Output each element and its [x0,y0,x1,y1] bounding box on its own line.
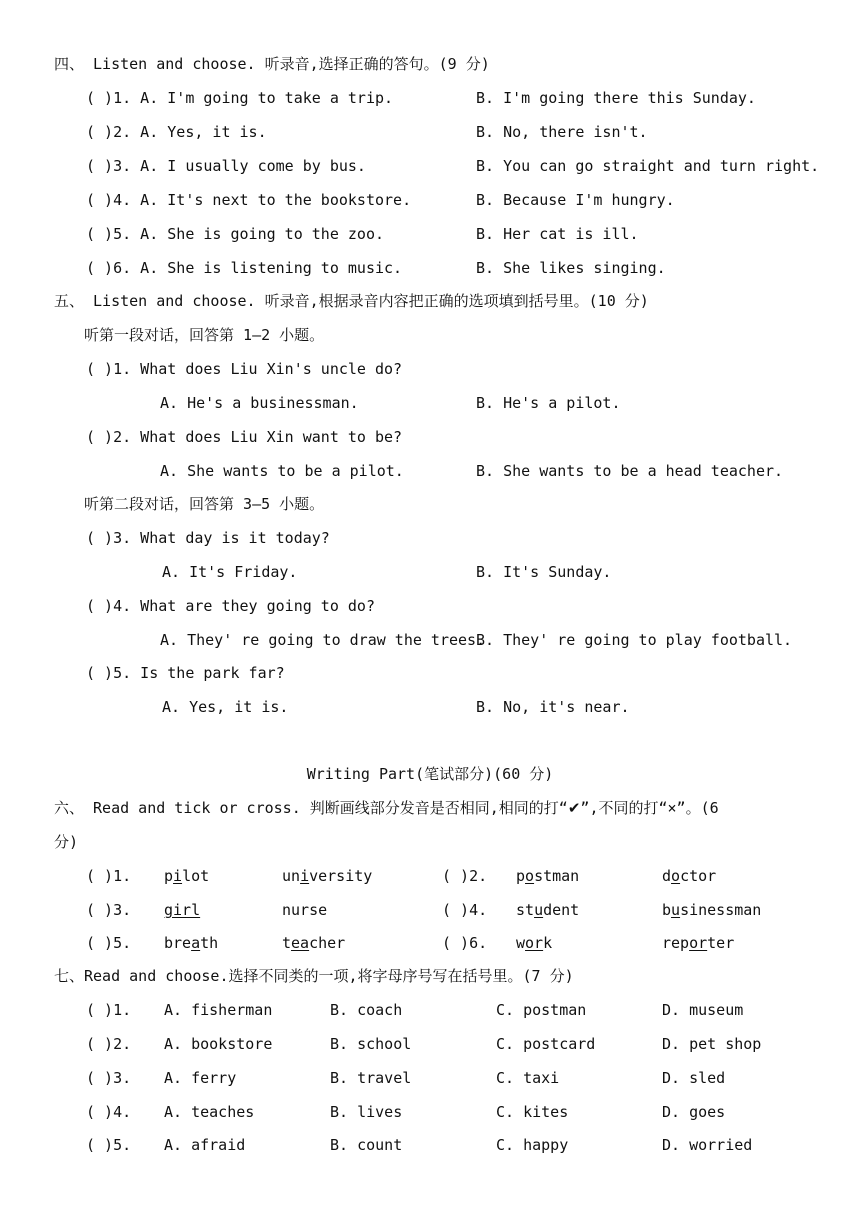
s4-q5-a: ( )5. A. She is going to the zoo. [86,225,385,243]
s7-q2-a: A. bookstore [164,1035,273,1053]
s7-q1-c: C. postman [496,1001,587,1019]
s7-q1-b: B. coach [330,1001,403,1019]
s5-q2-b: B. She wants to be a head teacher. [476,462,784,480]
s4-q2-b: B. No, there isn't. [476,123,648,141]
section7-title: 七、Read and choose.选择不同类的一项,将字母序号写在括号里。(7 分) [54,967,574,985]
s4-q5-b: B. Her cat is ill. [476,225,639,243]
s5-q5-b: B. No, it's near. [476,698,630,716]
section4-title: 四、 Listen and choose. 听录音,选择正确的答句。(9 分) [54,55,490,73]
s6-q3-word2: nurse [282,901,328,919]
section5-title: 五、 Listen and choose. 听录音,根据录音内容把正确的选项填到括号里。(10 分) [54,292,649,310]
s5-q1-a: A. He's a businessman. [160,394,359,412]
s7-q3-a: A. ferry [164,1069,237,1087]
s7-q5-d: D. worried [662,1136,753,1154]
s4-q1-b: B. I'm going there this Sunday. [476,89,756,107]
s7-q5-num: ( )5. [86,1136,132,1154]
s7-q1-num: ( )1. [86,1001,132,1019]
s6-q4-word2: businessman [662,901,762,919]
s6-q5-num: ( )5. [86,934,132,952]
dialog1-instruction: 听第一段对话，回答第 1—2 小题。 [84,326,325,344]
s7-q5-c: C. happy [496,1136,569,1154]
s6-q4-num: ( )4. [442,901,488,919]
s6-q1-word2: university [282,867,373,885]
s6-q2-word1: postman [516,867,580,885]
s4-q3-a: ( )3. A. I usually come by bus. [86,157,366,175]
s7-q4-a: A. teaches [164,1103,255,1121]
s7-q2-b: B. school [330,1035,412,1053]
s4-q6-b: B. She likes singing. [476,259,666,277]
s4-q4-a: ( )4. A. It's next to the bookstore. [86,191,412,209]
s5-q1-b: B. He's a pilot. [476,394,621,412]
s6-q5-word2: teacher [282,934,346,952]
s6-q6-word1: work [516,934,553,952]
s7-q3-d: D. sled [662,1069,726,1087]
s5-q2-a: A. She wants to be a pilot. [160,462,404,480]
s6-q6-word2: reporter [662,934,735,952]
s7-q2-c: C. postcard [496,1035,596,1053]
s6-q5-word1: breath [164,934,219,952]
s7-q4-d: D. goes [662,1103,726,1121]
s6-q2-num: ( )2. [442,867,488,885]
section6-title-cont: 分) [54,833,79,851]
s6-q1-word1: pilot [164,867,210,885]
s6-q1-num: ( )1. [86,867,132,885]
s5-q5: ( )5. Is the park far? [86,664,285,682]
s5-q3-b: B. It's Sunday. [476,563,612,581]
s7-q3-c: C. taxi [496,1069,560,1087]
s5-q4: ( )4. What are they going to do? [86,597,375,615]
s7-q1-d: D. museum [662,1001,744,1019]
s7-q5-b: B. count [330,1136,403,1154]
s7-q1-a: A. fisherman [164,1001,273,1019]
s7-q2-num: ( )2. [86,1035,132,1053]
s7-q3-num: ( )3. [86,1069,132,1087]
s4-q2-a: ( )2. A. Yes, it is. [86,123,267,141]
s6-q4-word1: student [516,901,580,919]
tick-mark-icon: ✔ [567,799,581,817]
s7-q4-b: B. lives [330,1103,403,1121]
s5-q5-a: A. Yes, it is. [162,698,289,716]
s4-q1-a: ( )1. A. I'm going to take a trip. [86,89,394,107]
s5-q3: ( )3. What day is it today? [86,529,330,547]
s7-q4-num: ( )4. [86,1103,132,1121]
s7-q5-a: A. afraid [164,1136,246,1154]
s6-q2-word2: doctor [662,867,717,885]
s7-q2-d: D. pet shop [662,1035,762,1053]
s5-q4-a: A. They' re going to draw the trees. [160,631,486,649]
s6-q3-num: ( )3. [86,901,132,919]
s5-q2: ( )2. What does Liu Xin want to be? [86,428,403,446]
s4-q4-b: B. Because I'm hungry. [476,191,675,209]
s6-q3-word1: girl [164,901,201,919]
s4-q6-a: ( )6. A. She is listening to music. [86,259,403,277]
s7-q3-b: B. travel [330,1069,412,1087]
s7-q4-c: C. kites [496,1103,569,1121]
s5-q1: ( )1. What does Liu Xin's uncle do? [86,360,403,378]
section6-title: 六、 Read and tick or cross. 判断画线部分发音是否相同,相同的打“✔”,不同的打“×”。(6 [54,799,719,817]
s4-q3-b: B. You can go straight and turn right. [476,157,820,175]
s5-q3-a: A. It's Friday. [162,563,298,581]
writing-part-title: Writing Part(笔试部分)(60 分) [306,765,554,783]
dialog2-instruction: 听第二段对话，回答第 3—5 小题。 [84,495,325,513]
s5-q4-b: B. They' re going to play football. [476,631,793,649]
s6-q6-num: ( )6. [442,934,488,952]
